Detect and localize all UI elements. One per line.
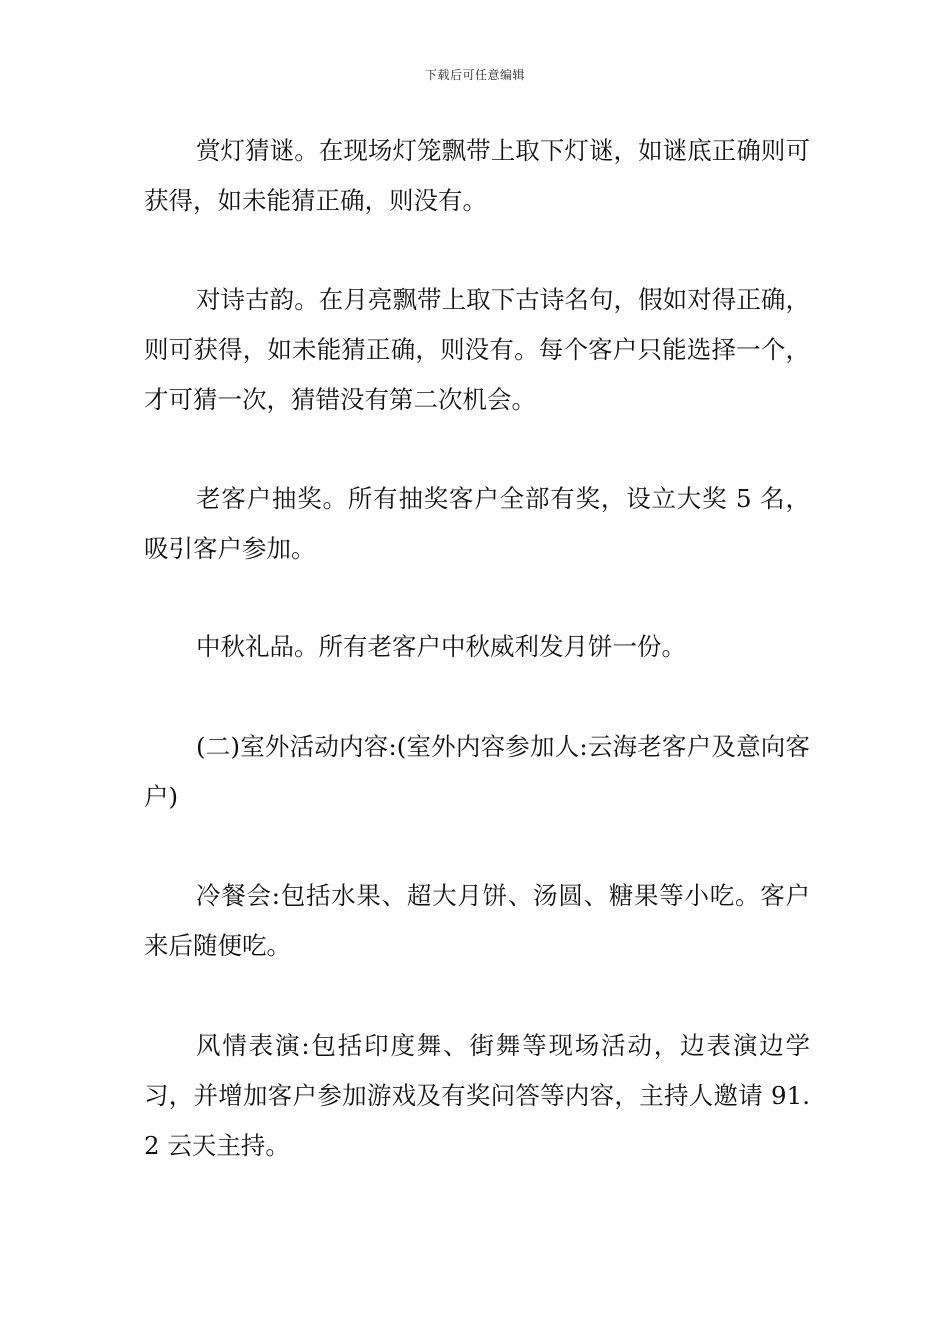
paragraph-customer-lottery: 老客户抽奖。所有抽奖客户全部有奖，设立大奖 5 名，吸引客户参加。 xyxy=(144,484,810,563)
paragraph-poetry-matching: 对诗古韵。在月亮飘带上取下古诗名句，假如对得正确，则可获得，如未能猜正确，则没有。每个客户只能选择一个，才可猜一次，猜错没有第二次机会。 xyxy=(144,285,810,414)
paragraph-performances: 风情表演:包括印度舞、街舞等现场活动，边表演边学习，并增加客户参加游戏及有奖问答等内容，主持人邀请 91.2 云天主持。 xyxy=(144,1031,810,1160)
paragraph-lantern-riddles: 赏灯猜谜。在现场灯笼飘带上取下灯谜，如谜底正确则可获得，如未能猜正确，则没有。 xyxy=(144,136,810,215)
paragraph-mid-autumn-gift: 中秋礼品。所有老客户中秋威利发月饼一份。 xyxy=(196,632,686,661)
header-note: 下载后可任意编辑 xyxy=(424,68,525,82)
paragraph-cold-buffet: 冷餐会:包括水果、超大月饼、汤圆、糖果等小吃。客户来后随便吃。 xyxy=(144,881,810,960)
paragraph-outdoor-activities: (二)室外活动内容:(室外内容参加人:云海老客户及意向客户) xyxy=(144,732,810,811)
